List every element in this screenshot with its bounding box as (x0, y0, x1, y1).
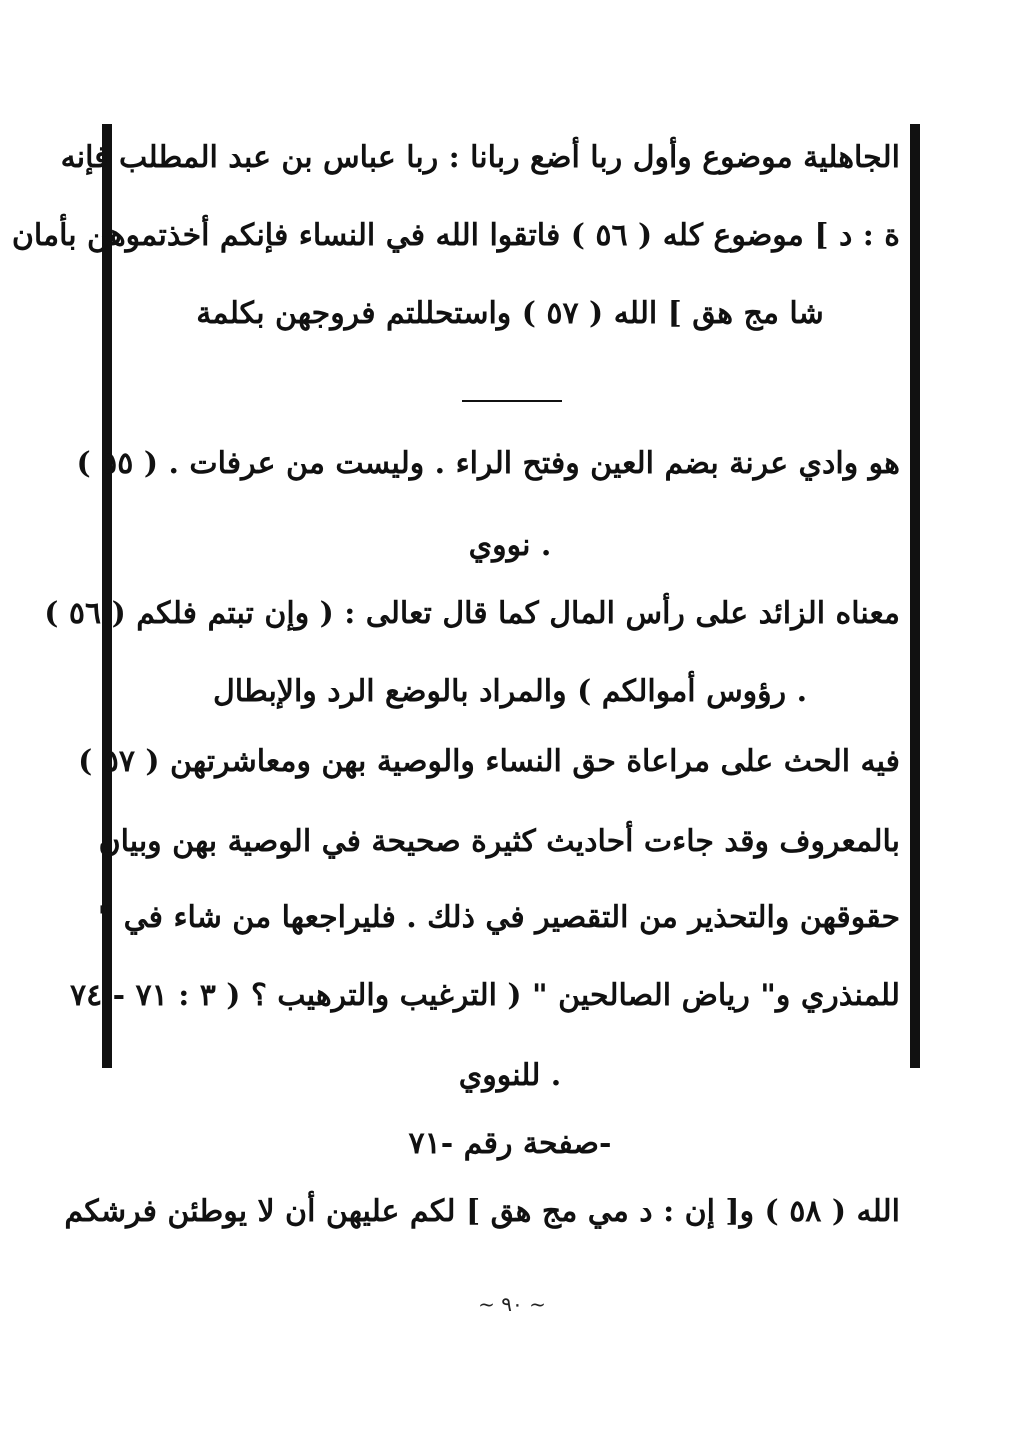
footnote-line: بالمعروف وقد جاءت أحاديث كثيرة صحيحة في الوصية بهن وبيان (98, 824, 900, 859)
text-line: شا مج هق ] الله ( ٥٧ ) واستحللتم فروجهن بكلمة (196, 296, 824, 331)
page-number: ~ ٩٠ ~ (478, 1292, 546, 1316)
text-line: ة : د ] موضوع كله ( ٥٦ ) فاتقوا الله في النساء فإنكم أخذتموهن بأمان (11, 218, 900, 253)
page-marker: -صفحة رقم -٧١ (408, 1126, 612, 1161)
footnote-line: . نووي (468, 528, 552, 563)
footnote-line: معناه الزائد على رأس المال كما قال تعالى : ( وإن تبتم فلكم ( ٥٦ ) (44, 596, 900, 631)
footnote-line: فيه الحث على مراعاة حق النساء والوصية بهن ومعاشرتهن ( ٥٧ ) (78, 744, 900, 779)
text-line: الجاهلية موضوع وأول ربا أضع ربانا : ربا عباس بن عبد المطلب فإنه (60, 140, 900, 175)
footnote-line: للمنذري و" رياض الصالحين " ( الترغيب والترهيب ؟ ( ٣ : ٧١ - ٧٤ (69, 978, 900, 1013)
continuation-line: الله ( ٥٨ ) و[ إن : د مي مج هق ] لكم عليهن أن لا يوطئن فرشكم (64, 1194, 900, 1229)
footnote-line: . رؤوس أموالكم ) والمراد بالوضع الرد والإبطال (212, 674, 808, 709)
footnote-line: هو وادي عرنة بضم العين وفتح الراء . وليست من عرفات . ( ٥٥ ) (76, 446, 900, 481)
footnote-line: . للنووي (458, 1058, 562, 1093)
footnote-line: حقوقهن والتحذير من التقصير في ذلك . فليراجعها من شاء في " (97, 900, 900, 935)
right-frame-bar (910, 124, 920, 1068)
footnote-separator (462, 400, 562, 402)
